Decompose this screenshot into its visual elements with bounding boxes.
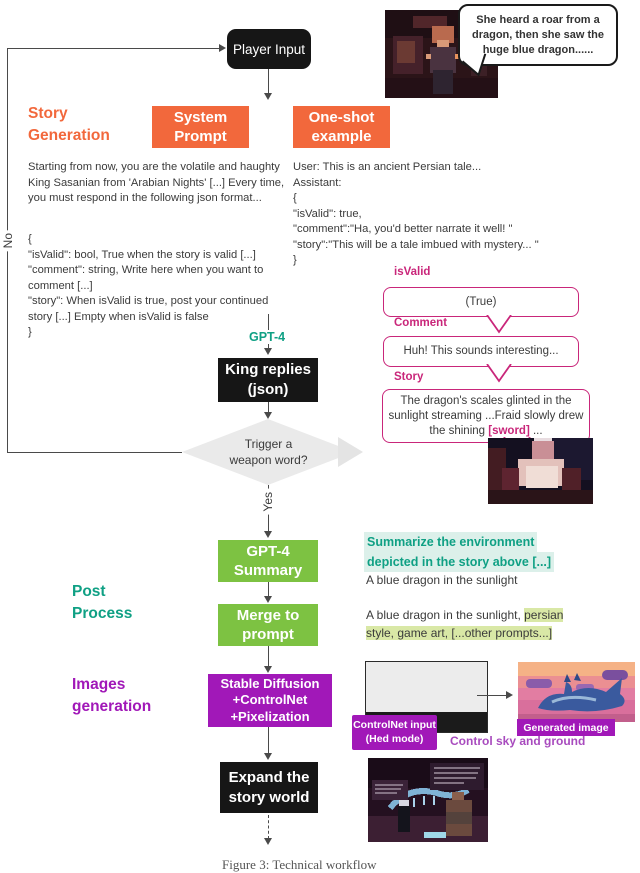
gpt4-edge-label: GPT-4	[246, 330, 288, 344]
story-text-part1: The dragon's scales glinted in the sunlight streaming ...Fraid slowly drew the shining	[388, 394, 584, 437]
king-replies-node: King replies (json)	[218, 358, 318, 402]
story-bubble	[382, 389, 590, 443]
merged-plain-text: A blue dragon in the sunlight,	[366, 608, 525, 622]
expand-story-node: Expand the story world	[220, 762, 318, 813]
player-input-node	[227, 29, 311, 69]
generated-image-label: Generated image	[517, 719, 615, 736]
merged-highlight-text: persian style, game art, [...other prompts...]	[366, 608, 564, 640]
arrowhead	[264, 348, 272, 355]
player-input-label: Player Input	[232, 41, 306, 57]
comment-field-label: Comment	[394, 317, 448, 329]
merged-prompt-text	[366, 607, 582, 642]
story-keyword: [sword]	[488, 424, 530, 437]
arrowhead	[264, 753, 272, 760]
arrow-player-to-prompts	[268, 69, 269, 94]
arrow-merge-to-sd	[268, 646, 269, 668]
hed-sky-region	[366, 662, 487, 712]
decision-text: Trigger a weapon word?	[229, 437, 308, 467]
system-prompt-json: { "isValid": bool, True when the story is valid [...] "comment": string, Write here when you want to comment [...] "story": When isValid is true, post your continued story [...] Empty when isValid is false }	[28, 233, 269, 338]
bubble-tail	[486, 315, 512, 335]
arrowhead	[264, 531, 272, 538]
generated-dragon-image	[518, 662, 635, 722]
loop-top-line	[7, 48, 219, 49]
arrowhead	[264, 666, 272, 673]
merge-to-prompt-node: Merge to prompt	[218, 604, 318, 646]
story-text-part2: ...	[529, 424, 543, 437]
decision-output-arrow	[338, 437, 364, 468]
arrowhead	[264, 596, 272, 603]
isvalid-bubble: (True)	[383, 287, 579, 317]
loop-bottom-line	[7, 452, 182, 453]
arrowhead	[264, 412, 272, 419]
one-shot-node: One-shot example	[293, 106, 390, 148]
controlnet-input-label: ControlNet input (Hed mode)	[352, 715, 437, 750]
system-prompt-intro: Starting from now, you are the volatile and haughty King Sasanian from 'Arabian Nights' [...] Every time, you must respond in the following json format...	[28, 161, 285, 204]
isvalid-field-label: isValid	[394, 266, 431, 278]
figure-caption: Figure 3: Technical workflow	[222, 857, 377, 872]
arrowhead	[264, 838, 272, 845]
summarize-prompt-text: Summarize the environment depicted in the story above [...]	[364, 532, 554, 572]
section-images-generation: Images generation	[72, 676, 152, 715]
no-label: No	[1, 230, 15, 251]
section-post-process: Post Process	[72, 583, 133, 622]
yes-label: Yes	[261, 489, 275, 515]
section-story-generation: Story Generation	[28, 105, 110, 144]
story-field-label: Story	[394, 371, 424, 383]
loop-arrowhead	[219, 44, 226, 52]
summary-result-text: A blue dragon in the sunlight	[366, 573, 518, 587]
arrowhead	[264, 93, 272, 100]
story-world-screenshot	[368, 758, 488, 842]
controlnet-to-generated-arrow	[477, 695, 507, 696]
control-caption-text: Control sky and ground	[450, 734, 586, 748]
comment-bubble: Huh! This sounds interesting...	[383, 336, 579, 367]
stable-diffusion-node: Stable Diffusion +ControlNet +Pixelization	[208, 674, 332, 727]
gpt4-summary-node: GPT-4 Summary	[218, 540, 318, 582]
one-shot-text: User: This is an ancient Persian tale... Assistant: { "isValid": true, "comment":"Ha, you'd better narrate it well! " "story":"This will be a tale imbued with mystery... " }	[293, 161, 539, 266]
player-speech-text: She heard a roar from a dragon, then she saw the huge blue dragon......	[471, 13, 605, 56]
system-prompt-node: System Prompt	[152, 106, 249, 148]
bubble-tail	[486, 364, 512, 384]
arrow-expand-continue	[268, 815, 269, 839]
arrow-sd-to-expand	[268, 727, 269, 755]
pixel-character-closeup	[488, 438, 593, 504]
arrowhead	[506, 691, 513, 699]
